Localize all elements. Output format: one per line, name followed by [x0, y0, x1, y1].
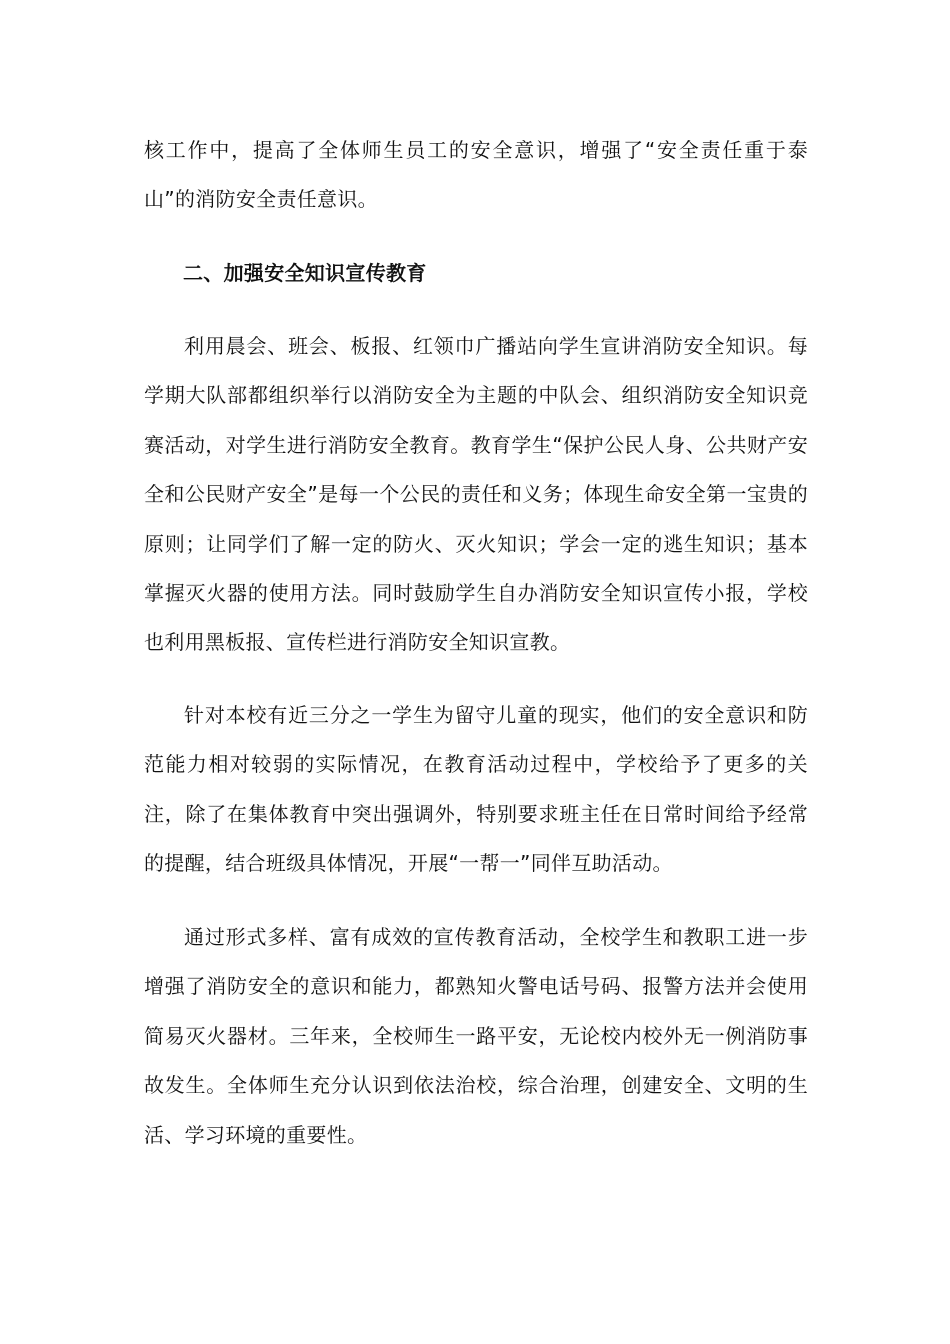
paragraph-results: 通过形式多样、富有成效的宣传教育活动，全校学生和教职工进一步增强了消防安全的意识和能力，都熟知火警电话号码、报警方法并会使用简易灭火器材。三年来，全校师生一路平安，无论校内校外无一例消防事故发生。全体师生充分认识到依法治校，综合治理，创建安全、文明的生活、学习环境的重要性。	[144, 925, 808, 1147]
paragraph-publicity: 利用晨会、班会、板报、红领巾广播站向学生宣讲消防安全知识。每学期大队部都组织举行以消防安全为主题的中队会、组织消防安全知识竞赛活动，对学生进行消防安全教育。教育学生“保护公民人身、公共财产安全和公民财产安全”是每一个公民的责任和义务；体现生命安全第一宝贵的原则；让同学们了解一定的防火、灭火知识；学会一定的逃生知识；基本掌握灭火器的使用方法。同时鼓励学生自办消防安全知识宣传小报，学校也利用黑板报、宣传栏进行消防安全知识宣教。	[144, 334, 808, 655]
paragraph-left-behind-children: 针对本校有近三分之一学生为留守儿童的现实，他们的安全意识和防范能力相对较弱的实际情况，在教育活动过程中，学校给予了更多的关注，除了在集体教育中突出强调外，特别要求班主任在日常时间给予经常的提醒，结合班级具体情况，开展“一帮一”同伴互助活动。	[144, 703, 808, 876]
section-heading: 二、加强安全知识宣传教育	[183, 261, 427, 285]
continued-paragraph: 核工作中，提高了全体师生员工的安全意识，增强了“安全责任重于泰山”的消防安全责任意识。	[144, 138, 808, 212]
